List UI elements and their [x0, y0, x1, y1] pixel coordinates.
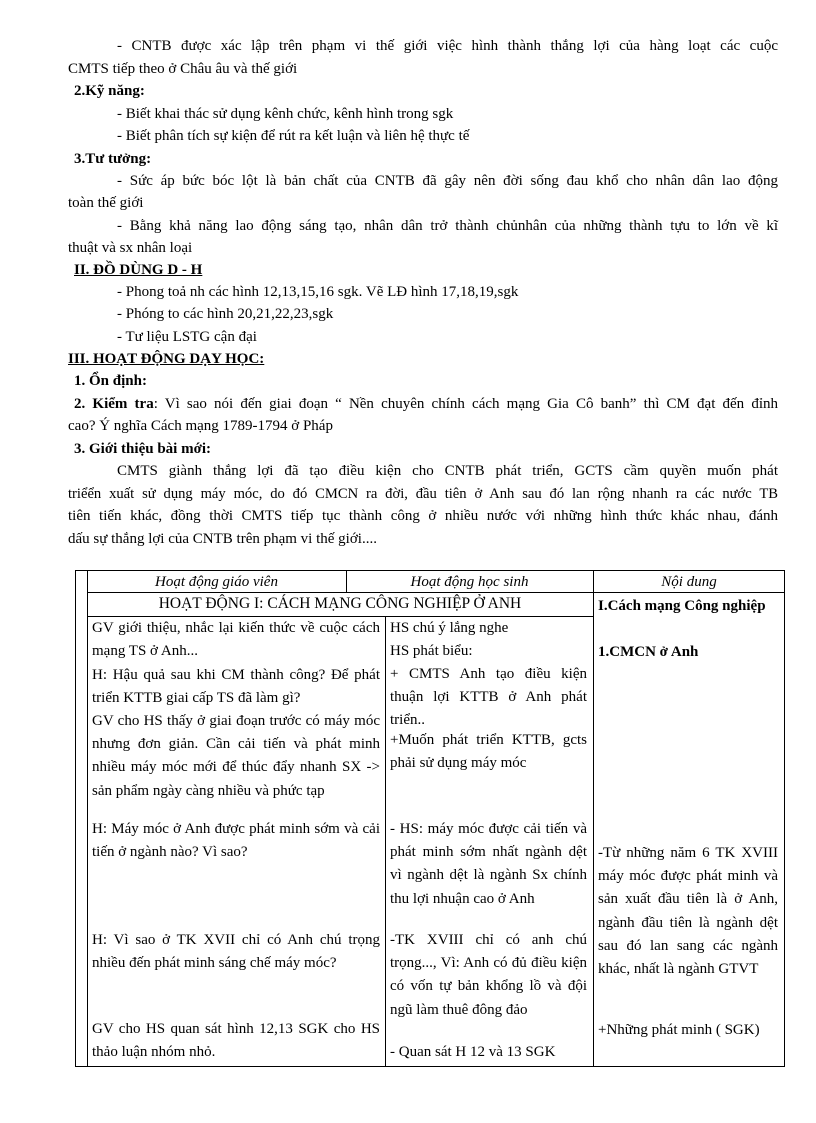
content-subtitle: 1.CMCN ở Anh	[598, 644, 699, 660]
check-line-a	[74, 393, 778, 416]
teaching-aid-1: - Phong toả nh các hình 12,13,15,16 sgk. Vẽ LĐ hình 17,18,19,sgk	[117, 284, 519, 300]
activities-heading: III. HOẠT ĐỘNG DẠY HỌC:	[68, 351, 265, 367]
teacher-intro: GV giới thiệu, nhắc lại kiến thức về cuộc cách mạng TS ở Anh...	[92, 620, 380, 660]
student-observe: - Quan sát H 12 và 13 SGK	[390, 1044, 556, 1060]
student-answer-4: -TK XVIII chỉ có anh chú trọng..., Vì: Anh có đủ điều kiện có vốn tự bản khổng lồ và đội ngũ làm thuê đông đảo	[390, 932, 587, 1018]
teaching-aid-2: - Phóng to các hình 20,21,22,23,sgk	[117, 306, 334, 322]
student-answer-3: - HS: máy móc được cải tiến và phát minh sớm nhất ngành dệt vì ngành dệt là ngành Sx chính thu lợi nhuận cao ở Anh	[390, 821, 587, 907]
header-content: Nội dung	[661, 574, 717, 590]
student-listen: HS chú ý lắng nghe	[390, 620, 509, 636]
skills-heading: 2.Kỹ năng:	[74, 83, 145, 99]
student-answer-1: + CMTS Anh tạo điều kiện thuận lợi KTTB ở Anh phát triển..	[390, 666, 587, 729]
ideology-2a: - Bằng khả năng lao động sáng tạo, nhân dân trở thành chủnhân của những thành tựu to lớn về kĩ	[117, 218, 778, 234]
lesson-table	[75, 570, 785, 1067]
student-answer-2: +Muốn phát triển KTTB, gcts phải sử dụng máy móc	[390, 732, 587, 772]
objective-line-2: CMTS tiếp theo ở Châu âu và thế giới	[68, 61, 298, 77]
check-line-b: cao? Ý nghĩa Cách mạng 1789-1794 ở Pháp	[68, 418, 333, 434]
intro-line-1: CMTS giành thắng lợi đã tạo điều kiện cho CNTB phát triển, GCTS cầm quyền muốn phát	[117, 463, 778, 479]
section-title: HOẠT ĐỘNG I: CÁCH MẠNG CÔNG NGHIỆP Ở ANH	[158, 595, 522, 612]
intro-line-3: tiên tiến khác, đồng thời CMTS tiếp tục thành công ở nhiều nước với những hình thức khác nhau, đánh	[68, 508, 778, 524]
check-question: : Vì sao nói đến giai đoạn “ Nền chuyên chính cách mạng Gia Cô banh” thì CM đạt đến đỉnh	[153, 396, 779, 412]
ideology-heading: 3.Tư tưởng:	[74, 151, 152, 167]
content-summary: -Từ những năm 6 TK XVIII máy móc được phát minh và sản xuất đầu tiên là ở Anh, ngành đầu tiên là ngành dệt sau đó lan sang các ngành khác, nhất là ngành GTVT	[598, 845, 778, 978]
teaching-aids-heading: II. ĐỒ DÙNG D - H	[74, 262, 203, 278]
ideology-1a: - Sức áp bức bóc lột là bản chất của CNTB đã gây nên đời sống đau khổ cho nhân dân lao động	[117, 173, 778, 189]
teacher-explanation: GV cho HS thấy ở giai đoạn trước có máy móc nhưng đơn giản. Cần cải tiến và phát minh nhiều máy móc mới để thúc đẩy nhanh SX -> sản phẩm ngày càng nhiều và phức tạp	[92, 713, 380, 799]
content-title: I.Cách mạng Công nghiệp	[598, 598, 766, 614]
teacher-question-1: H: Hậu quả sau khi CM thành công? Để phát triển KTTB giai cấp TS đã làm gì?	[92, 667, 380, 707]
skill-1: - Biết khai thác sử dụng kênh chức, kênh hình trong sgk	[117, 106, 454, 122]
teacher-observe: GV cho HS quan sát hình 12,13 SGK cho HS thảo luận nhóm nhỏ.	[92, 1021, 380, 1061]
teacher-question-2: H: Máy móc ở Anh được phát minh sớm và cải tiến ở ngành nào? Vì sao?	[92, 821, 380, 861]
intro-line-4: dấu sự thắng lợi của CNTB trên phạm vi thế giới....	[68, 531, 377, 547]
objective-line-1: - CNTB được xác lập trên phạm vi thế giới việc hình thành thắng lợi của hàng loạt các cuộc	[117, 38, 778, 54]
ideology-1b: toàn thế giới	[68, 195, 144, 211]
ideology-2b: thuật và sx nhân loại	[68, 240, 193, 256]
stabilize-heading: 1. Ổn định:	[74, 373, 147, 389]
header-student: Hoạt động học sinh	[410, 574, 529, 590]
teaching-aid-3: - Tư liệu LSTG cận đại	[117, 329, 257, 345]
teacher-question-3: H: Vì sao ở TK XVII chỉ có Anh chú trọng nhiều đến phát minh sáng chế máy móc?	[92, 932, 380, 972]
student-speak: HS phát biểu:	[390, 643, 473, 659]
check-label: 2. Kiểm tra	[74, 396, 154, 412]
intro-heading: 3. Giới thiệu bài mới:	[74, 441, 212, 457]
content-inventions: +Những phát minh ( SGK)	[598, 1022, 760, 1038]
intro-line-2: triểển xuất sử dụng máy móc, do đó CMCN ra đời, đầu tiên ở Anh sau đó lan rộng nhanh ra các nước TB	[68, 486, 778, 502]
skill-2: - Biết phân tích sự kiện để rút ra kết luận và liên hệ thực tế	[117, 128, 470, 144]
header-teacher: Hoạt động giáo viên	[155, 574, 278, 590]
